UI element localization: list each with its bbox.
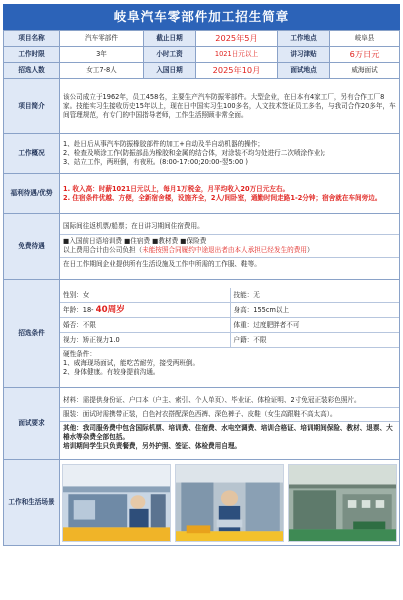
env-photos: [60, 460, 400, 546]
conditions-details: [60, 280, 400, 388]
hourly-label: 小时工资: [144, 47, 196, 63]
page-title: 岐阜汽车零部件加工招生简章: [3, 4, 400, 30]
recruit-value: 女工7-8人: [60, 63, 144, 79]
welfare-details: [60, 174, 400, 214]
photo-strip: [60, 462, 399, 544]
free-line-1: 国际间往返机票/船票；在日讲习期间住宿费用。: [60, 220, 399, 235]
factory-photo-1: [62, 464, 171, 542]
work-line-3: 3、站立工作，两班倒，有夜班。(8:00-17:00;20:00-翌5:00 ): [63, 158, 248, 166]
welfare-line-1: 1. 收入高：时薪1021日元以上，每月1万税金，月平均收入20万日元左右。: [63, 184, 290, 193]
project-name-value: 汽车零部件: [60, 31, 144, 47]
term-value: 3年: [60, 47, 144, 63]
free-line-2a: ■入国前日语培训费 ■住宿费 ■教材费 ■保险费: [63, 237, 207, 245]
subsidy-value: 6万日元: [330, 47, 400, 63]
work-label: 工作概况: [4, 134, 60, 174]
work-details: [60, 134, 400, 174]
weight-cell: 体重：过度肥胖者不可: [230, 318, 400, 333]
interview-location-value: 威海面试: [330, 63, 400, 79]
free-line-3: 在日工作期间企业提供所有生活设施及工作中所需的工作服、鞋等。: [63, 260, 261, 268]
info-table: [3, 30, 400, 79]
entry-value: 2025年10月: [196, 63, 278, 79]
welfare-label: 福利待遇/优势: [4, 174, 60, 214]
intro-text: 该公司成立于1962年，员工458名，主要生产汽车防振零部件。大型企业，在日本有4家工厂，另有合作工厂8家。技能实习生接收历史15年以上，现在日中国实习生100多名，人文技术签证员工多名，与我司合作20多年，车间管理规范，有专门的中国指导老师，工作生活照顾非常全面。: [60, 79, 400, 134]
interview-location-label: 面试地点: [278, 63, 330, 79]
free-details: [60, 214, 400, 280]
hukou-cell: 户籍：不限: [230, 333, 400, 348]
withdrawal-warning: 未能按照合同履约中途退出者由本人承担已经发生的费用: [142, 246, 307, 254]
subsidy-label: 讲习津贴: [278, 47, 330, 63]
conditions-grid: [60, 288, 399, 348]
intro-label: 项目简介: [4, 79, 60, 134]
hard-condition-1: 1、威海现场面试，能吃苦耐劳，接受两班倒。: [63, 359, 200, 367]
age-range: 40周岁: [95, 304, 125, 315]
factory-photo-2: [175, 464, 284, 542]
hard-condition-2: 2、身体健康。有较身提前沟通。: [63, 368, 160, 376]
height-cell: 身高：155cm以上: [230, 303, 400, 318]
deadline-value: 2025年5月: [196, 31, 278, 47]
term-label: 工作时限: [4, 47, 60, 63]
factory-photo-3: [288, 464, 397, 542]
conditions-label: 招选条件: [4, 280, 60, 388]
other-line: 其他：我司服务费中包含国际机票、培训费、住宿费、水电空调费、培训合格证、培训期间保险、教材、退票、大椿水等杂费全部包括。: [63, 424, 393, 441]
interview-req-label: 面试要求: [4, 388, 60, 460]
project-name-label: 项目名称: [4, 31, 60, 47]
detail-table: [3, 78, 400, 546]
free-line-2b: 以上费用合计由公司负担（未能按照合同履约中途退出者由本人承担已经发生的费用）: [63, 246, 314, 254]
hard-conditions: [60, 348, 399, 379]
location-value: 岐阜县: [330, 31, 400, 47]
entry-label: 入国日期: [144, 63, 196, 79]
work-line-2: 2、检查及喷涂工作(防振部品为橡胶和金属的结合体，对涂装不均匀处进行二次喷涂作业);: [63, 149, 326, 157]
clothing-line: 服装：面试时需携带正装，白色衬衣搭配深色西裤、深色裤子、皮鞋（女生高跟鞋不高太高）。: [60, 408, 399, 422]
vision-cell: 视力：矫正视力1.0: [60, 333, 230, 348]
gender-cell: 性别：女: [60, 288, 230, 303]
recruit-label: 招选人数: [4, 63, 60, 79]
hourly-value: 1021日元以上: [196, 47, 278, 63]
free-fee-block: [60, 235, 399, 258]
deadline-label: 截止日期: [144, 31, 196, 47]
hard-conditions-label: 硬性条件：: [63, 350, 96, 358]
training-line: 培训期间学生只负责餐费，另外护照、签证、体检费用自理。: [63, 442, 242, 450]
materials-line: 材料：需提供身份证、户口本（户主、索引、个人单页）、毕业证、体检证明、2寸免冠正装彩色照片。: [60, 394, 399, 408]
location-label: 工作地点: [278, 31, 330, 47]
other-block: [60, 422, 399, 453]
welfare-line-2: 2. 住宿条件优越、方便，全新宿舍楼，设施齐全，2人/间卧室，通勤时间走路1-2分钟；宿舍就在车间旁边。: [63, 193, 382, 202]
work-line-1: 1、赴日后从事汽车防振橡胶部件的加工+自动及半自动机器的操作；: [63, 140, 264, 148]
free-label: 免费待遇: [4, 214, 60, 280]
env-label: 工作和生活场景: [4, 460, 60, 546]
marriage-cell: 婚否：不限: [60, 318, 230, 333]
age-cell: 年龄：18- 40周岁: [60, 303, 230, 318]
interview-req-details: [60, 388, 400, 460]
skill-cell: 技能：无: [230, 288, 400, 303]
